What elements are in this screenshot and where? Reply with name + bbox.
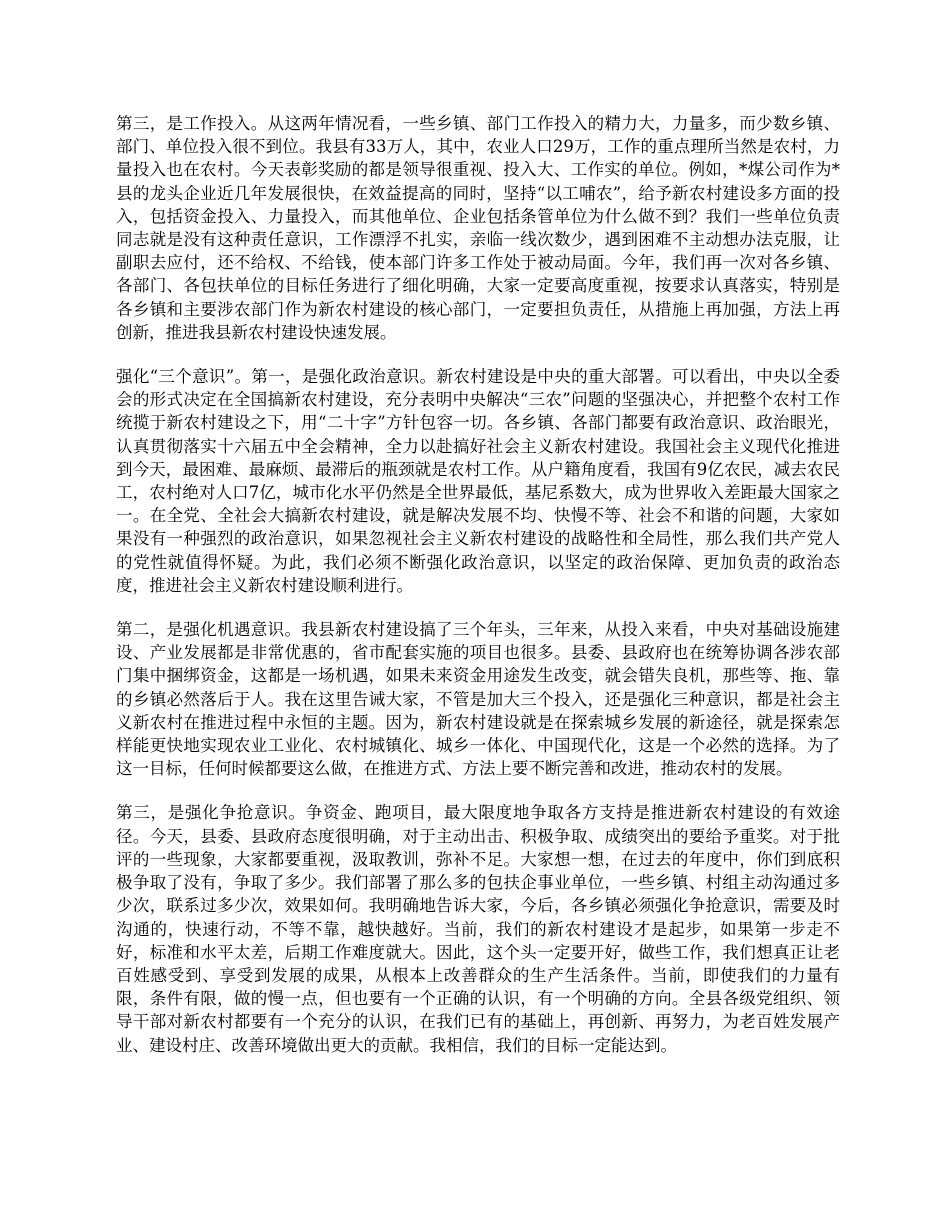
paragraph-political-awareness: 强化“三个意识”。第一，是强化政治意识。新农村建设是中央的重大部署。可以看出，中央以全委会的形式决定在全国搞新农村建设，充分表明中央解决“三农”问题的坚强决心，并把整个农村工作统揽于新农村建设之下，用“二十字”方针包容一切。各乡镇、各部门都要有政治意识、政治眼光，认真贯彻落实十六届五中全会精神，全力以赴搞好社会主义新农村建设。我国社会主义现代化推进到今天，最困难、最麻烦、最滞后的瓶颈就是农村工作。从户籍角度看，我国有9亿农民，减去农民工，农村绝对人口7亿，城市化水平仍然是全世界最低，基尼系数大，成为世界收入差距最大国家之一。在全党、全社会大搞新农村建设，就是解决发展不均、快慢不等、社会不和谐的问题，大家如果没有一种强烈的政治意识，如果忽视社会主义新农村建设的战略性和全局性，那么我们共产党人的党性就值得怀疑。为此，我们必须不断强化政治意识，以坚定的政治保障、更加负责的政治态度，推进社会主义新农村建设顺利进行。 (116, 367, 840, 595)
paragraph-opportunity-awareness: 第二，是强化机遇意识。我县新农村建设搞了三个年头，三年来，从投入来看，中央对基础设施建设、产业发展都是非常优惠的，省市配套实施的项目也很多。县委、县政府也在统筹协调各涉农部门集中捆绑资金，这都是一场机遇，如果未来资金用途发生改变，就会错失良机，那些等、拖、靠的乡镇必然落后于人。我在这里告诫大家，不管是加大三个投入，还是强化三种意识，都是社会主义新农村在推进过程中永恒的主题。因为，新农村建设就是在探索城乡发展的新途径，就是探索怎样能更快地实现农业工业化、农村城镇化、城乡一体化、中国现代化，这是一个必然的选择。为了这一目标，任何时候都要这么做，在推进方式、方法上要不断完善和改进，推动农村的发展。 (116, 620, 840, 779)
paragraph-work-investment: 第三，是工作投入。从这两年情况看，一些乡镇、部门工作投入的精力大，力量多，而少数乡镇、部门、单位投入很不到位。我县有33万人，其中，农业人口29万，工作的重点理所当然是农村，力量投入也在农村。今天表彰奖励的都是领导很重视、投入大、工作实的单位。例如，*煤公司作为*县的龙头企业近几年发展很快，在效益提高的同时，坚持“以工哺农”，给予新农村建设多方面的投入，包括资金投入、力量投入，而其他单位、企业包括条管单位为什么做不到？我们一些单位负责同志就是没有这种责任意识，工作漂浮不扎实，亲临一线次数少，遇到困难不主动想办法克服，让副职去应付，还不给权、不给钱，使本部门许多工作处于被动局面。今年，我们再一次对各乡镇、各部门、各包扶单位的目标任务进行了细化明确，大家一定要高度重视，按要求认真落实，特别是各乡镇和主要涉农部门作为新农村建设的核心部门，一定要担负责任，从措施上再加强，方法上再创新，推进我县新农村建设快速发展。 (116, 114, 840, 342)
paragraph-competition-awareness: 第三，是强化争抢意识。争资金、跑项目，最大限度地争取各方支持是推进新农村建设的有效途径。今天，县委、县政府态度很明确，对于主动出击、积极争取、成绩突出的要给予重奖。对于批评的一些现象，大家都要重视，汲取教训，弥补不足。大家想一想，在过去的年度中，你们到底积极争取了没有，争取了多少。我们部署了那么多的包扶企事业单位，一些乡镇、村组主动沟通过多少次，联系过多少次，效果如何。我明确地告诉大家，今后，各乡镇必须强化争抢意识，需要及时沟通的，快速行动，不等不靠，越快越好。当前，我们的新农村建设才是起步，如果第一步走不好，标准和水平太差，后期工作难度就大。因此，这个头一定要开好，做些工作，我们想真正让老百姓感受到、享受到发展的成果，从根本上改善群众的生产生活条件。当前，即使我们的力量有限，条件有限，做的慢一点，但也要有一个正确的认识，有一个明确的方向。全县各级党组织、领导干部对新农村都要有一个充分的认识，在我们已有的基础上，再创新、再努力，为老百姓发展产业、建设村庄、改善环境做出更大的贡献。我相信，我们的目标一定能达到。 (116, 803, 840, 1055)
document-page (116, 112, 840, 1078)
